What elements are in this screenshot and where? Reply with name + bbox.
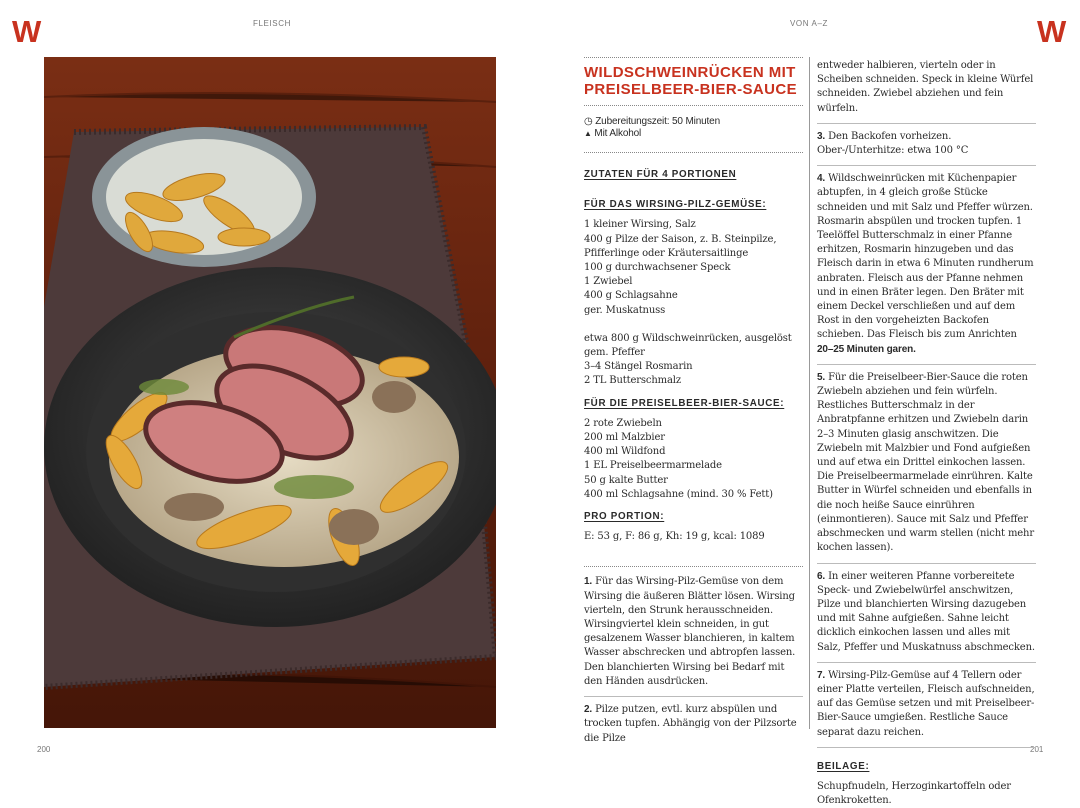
recipe-step	[817, 53, 1036, 124]
ingredient-group-heading: FÜR DIE PREISELBEER-BIER-SAUCE:	[584, 397, 785, 409]
ingredient-item: 2 TL Butterschmalz	[584, 375, 681, 387]
recipe-step	[817, 663, 1036, 748]
ingredient-group-heading: FÜR DAS WIRSING-PILZ-GEMÜSE:	[584, 199, 767, 211]
nutrition-info: E: 53 g, F: 86 g, Kh: 19 g, kcal: 1089	[584, 531, 765, 543]
side-dish-text: Schupfnudeln, Herzoginkartoffeln oder Ofenkroketten.	[817, 780, 1011, 807]
ingredient-item: 400 ml Wildfond	[584, 446, 666, 458]
ingredients-heading: ZUTATEN FÜR 4 PORTIONEN	[584, 169, 737, 180]
step-text: entweder halbieren, vierteln oder in Scheiben schneiden. Speck in kleine Würfel schneiden. Zwiebel abziehen und fein würfeln.	[817, 60, 1034, 114]
ingredient-item: gem. Pfeffer	[584, 347, 645, 359]
ingredient-list	[584, 218, 803, 317]
ingredient-item: 200 ml Malzbier	[584, 432, 665, 444]
dotted-rule	[584, 152, 803, 153]
ingredient-item: 400 ml Schlagsahne (mind. 30 % Fett)	[584, 488, 773, 500]
recipe-column-1	[584, 57, 803, 753]
title-line: WILDSCHWEINRÜCKEN MIT	[584, 64, 796, 81]
portion-heading: PRO PORTION:	[584, 511, 665, 523]
title-line: PREISELBEER-BIER-SAUCE	[584, 81, 797, 98]
ingredient-list	[584, 417, 803, 502]
ingredient-item: 1 Zwiebel	[584, 276, 633, 288]
recipe-meta	[584, 116, 803, 140]
alcohol-triangle-icon: ▲	[584, 129, 592, 138]
ingredient-item: 50 g kalte Butter	[584, 474, 668, 486]
ingredient-item: 400 g Pilze der Saison, z. B. Steinpilze,	[584, 233, 777, 245]
step-number: 7.	[817, 669, 826, 681]
step-text: In einer weiteren Pfanne vorbereitete Speck- und Zwiebelwürfel anschwitzen, Pilze und blanchierten Wirsing dazugeben und mit Sahne aufgießen. Sahne leicht dicklich einkochen lassen und alles mit Salz, Pfeffer und Muskatnuss abschmecken.	[817, 570, 1035, 653]
ingredient-list	[584, 332, 803, 389]
step-text: Wildschweinrücken mit Küchenpapier abtupfen, in 4 gleich große Stücke schneiden und mit Salz und Pfeffer würzen. Rosmarin abspülen und trocken tupfen. 1 Teelöffel Butterschmalz in einer Pfanne erhitzen, Rosmarin hinzugeben und das Fleisch darin in etwa 6 Minuten rundherum anbraten. Fleisch aus der Pfanne nehmen und in einen Bräter legen. Den Bräter mit einem Deckel verschließen und auf dem Rost in den vorgeheizten Backofen schieben. Das Fleisch bis zum Anrichten	[817, 173, 1034, 341]
recipe-step	[817, 166, 1036, 365]
step-text: Den Backofen vorheizen.	[828, 130, 952, 142]
step-text: Für das Wirsing-Pilz-Gemüse von dem Wirsing die äußeren Blätter lösen. Wirsing vierteln, den Strunk herausschneiden. Wirsingviertel klein schneiden, in gut gesalzenem Wasser blanchieren, in kaltem Wasser abschrecken und abtropfen lassen. Den blanchierten Wirsing bei Bedarf mit den Händen ausdrücken.	[584, 576, 796, 687]
section-letter-right: W	[1037, 14, 1067, 49]
dotted-rule	[584, 105, 803, 106]
ingredient-item: 1 kleiner Wirsing, Salz	[584, 219, 696, 231]
ingredient-item: 2 rote Zwiebeln	[584, 417, 662, 429]
prep-time: Zubereitungszeit: 50 Minuten	[595, 116, 720, 127]
recipe-step	[584, 575, 803, 697]
dotted-rule	[584, 566, 803, 567]
section-letter-left: W	[12, 14, 42, 49]
recipe-step	[817, 564, 1036, 663]
ingredient-item: ger. Muskatnuss	[584, 304, 666, 316]
recipe-step	[817, 365, 1036, 564]
page-number-right: 201	[1030, 745, 1044, 754]
step-number: 1.	[584, 576, 593, 588]
step-text: Pilze putzen, evtl. kurz abspülen und trocken tupfen. Abhängig von der Pilzsorte die Pilze	[584, 704, 797, 744]
step-text: Ober-/Unterhitze: etwa 100 °C	[817, 145, 969, 157]
side-dish-heading: BEILAGE:	[817, 760, 870, 772]
step-number: 3.	[817, 130, 826, 142]
recipe-step	[584, 697, 803, 753]
ingredient-item: 1 EL Preiselbeermarmelade	[584, 460, 722, 472]
recipe-column-2	[817, 57, 1036, 808]
page-number-left: 200	[37, 745, 51, 754]
recipe-photo	[44, 57, 496, 728]
step-bold-text: 20–25 Minuten garen.	[817, 343, 916, 355]
step-number: 4.	[817, 173, 826, 185]
ingredient-item: 400 g Schlagsahne	[584, 290, 678, 302]
steps-list	[584, 575, 803, 752]
step-number: 2.	[584, 704, 593, 716]
ingredient-item: 3–4 Stängel Rosmarin	[584, 361, 693, 373]
step-number: 5.	[817, 371, 826, 383]
alcohol-note: Mit Alkohol	[594, 128, 642, 139]
steps-list	[817, 53, 1036, 748]
recipe-title	[584, 64, 803, 98]
running-head-left: FLEISCH	[253, 19, 291, 28]
ingredient-item: 100 g durchwachsener Speck	[584, 262, 731, 274]
ingredient-item: Pfifferlinge oder Kräutersaitlinge	[584, 247, 749, 259]
ingredient-item: etwa 800 g Wildschweinrücken, ausgelöst	[584, 332, 792, 344]
step-number: 6.	[817, 570, 826, 582]
dotted-rule	[584, 57, 803, 58]
running-head-right: VON A–Z	[790, 19, 828, 28]
column-divider	[809, 57, 810, 729]
clock-icon: ◷	[584, 116, 593, 127]
step-text: Für die Preiselbeer-Bier-Sauce die roten Zwiebeln abziehen und fein würfeln. Restliches Butterschmalz in der Anbratpfanne erhitzen und Zwiebeln darin 2–3 Minuten glasig anschwitzen. Die Zwiebeln mit Malzbier und Fond aufgießen und auf etwa ein Drittel einkochen lassen. Die Preiselbeermarmelade einrühren. Kalte Butter in Würfel schneiden und ebenfalls in die noch heiße Sauce einrühren (einmontieren). Sauce mit Salz und Pfeffer abschmecken und warm stellen (nicht mehr kochen lassen).	[817, 371, 1034, 554]
step-text: Wirsing-Pilz-Gemüse auf 4 Tellern oder einer Platte verteilen, Fleisch aufschneiden, auf das Gemüse setzen und mit Preiselbeer-Bier-Sauce umgießen. Restliche Sauce separat dazu reichen.	[817, 669, 1035, 738]
recipe-step	[817, 124, 1036, 166]
